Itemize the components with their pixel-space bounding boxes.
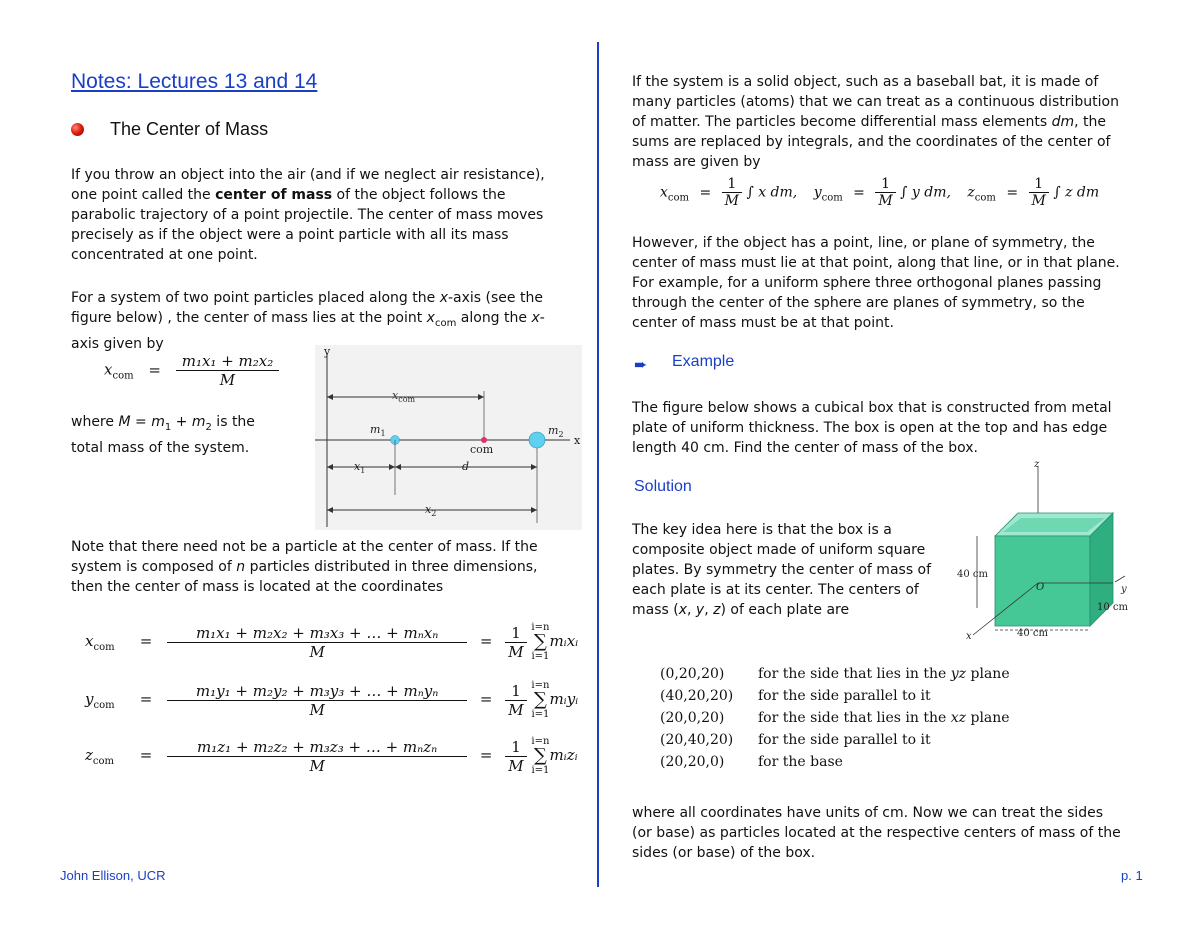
m2-label: $m_2$ xyxy=(548,424,564,439)
x-axis-label: x xyxy=(966,631,972,642)
equation-integrals: $x_{com}$ = $\frac{1}{M}$ ∫ x dm, $y_{com}$ = $\frac{1}{M}$ ∫ y dm, $z_{com}$ = $\frac{1}{M}$ ∫ z dm xyxy=(660,176,1100,209)
x1-label: $x_1$ xyxy=(354,460,366,475)
paragraph-solid-object: If the system is a solid object, such as a baseball bat, it is made of many particles (atoms) that we can treat as a continuous distribution of matter. The particles become differential mass elements dm, the sums are replaced by integrals, and the coordinates of the center of mass are given by xyxy=(632,74,1119,170)
footer-page-number: p. 1 xyxy=(1121,868,1143,883)
paragraph-total-mass: where $M = m_1 + m_2$ is the total mass of the system. xyxy=(71,414,255,456)
coord-row-5: (20,20,0) for the base xyxy=(660,754,843,770)
two-particle-figure xyxy=(310,345,582,530)
section-heading: The Center of Mass xyxy=(110,119,269,139)
com-label: com xyxy=(470,443,494,456)
coord-row-1: (0,20,20) for the side that lies in the yz plane xyxy=(660,666,1010,682)
z-axis-label: z xyxy=(1034,459,1040,470)
open-box-figure xyxy=(955,458,1130,643)
origin-label: O xyxy=(1036,582,1045,593)
solution-heading: Solution xyxy=(634,478,692,495)
equation-ycom: $y_{com}$ = $\frac{\text{m₁y₁ + m₂y₂ + m₃y₃ + … + mₙyₙ}}{M}$ = $\frac{1}{M}$ i=n ∑ i=1 mᵢyᵢ xyxy=(85,680,579,720)
example-heading: Example xyxy=(672,353,735,370)
coord-row-4: (20,40,20) for the side parallel to it xyxy=(660,732,931,748)
page-title: Notes: Lectures 13 and 14 xyxy=(71,70,318,93)
paragraph-intro: If you throw an object into the air (and if we neglect air resistance), one point called the center of mass of the object follows the parabolic trajectory of a point projectile. The center of mass moves precisely as if the object were a point particle with all its mass concentrated at one point. xyxy=(71,167,545,263)
paragraph-symmetry: However, if the object has a point, line, or plane of symmetry, the center of mass must lie at that point, along that line, or in that plane. For example, for a uniform sphere three orthogonal planes passing through the center of the sphere are planes of symmetry, so the center of mass must be at that point. xyxy=(632,235,1120,331)
width-label: 40 cm xyxy=(1017,628,1048,639)
box-front-face xyxy=(995,536,1090,626)
y-axis-label: y xyxy=(1121,584,1127,595)
particle-m2 xyxy=(529,432,545,448)
red-bullet-icon xyxy=(71,123,84,136)
paragraph-conclusion: where all coordinates have units of cm. Now we can treat the sides (or base) as particles located at the respective centers of mass of the sides (or base) of the box. xyxy=(632,805,1121,861)
coord-row-3: (20,0,20) for the side that lies in the xz plane xyxy=(660,710,1010,726)
m1-label: $m_1$ xyxy=(370,423,386,438)
xcom-label: $x_{com}$ xyxy=(392,389,416,404)
paragraph-two-particles: For a system of two point particles placed along the x-axis (see the figure below) , the center of mass lies at the point $x_{com}$ along the x- axis given by xyxy=(71,290,545,352)
coord-row-2: (40,20,20) for the side parallel to it xyxy=(660,688,931,704)
equation-two-particle-com: $x_{com}$ = $\frac{\text{m₁x₁ + m₂x₂}}{M}$ xyxy=(104,352,279,389)
paragraph-n-particles: Note that there need not be a particle at the center of mass. If the system is composed of n particles distributed in three dimensions, then the center of mass is located at the coordinates xyxy=(71,539,538,595)
depth-label: 10 cm xyxy=(1097,602,1128,613)
paragraph-example: The figure below shows a cubical box that is constructed from metal plate of uniform thickness. The box is open at the top and has edge length 40 cm. Find the center of mass of the box. xyxy=(632,400,1112,456)
footer-author: John Ellison, UCR xyxy=(60,868,166,883)
arrow-bullet-icon: ➨ xyxy=(634,355,648,374)
column-divider xyxy=(597,42,599,887)
paragraph-solution: The key idea here is that the box is a composite object made of uniform square plates. By symmetry the center of mass of each plate is at its center. The centers of mass (x, y, z) of each plate are xyxy=(632,522,932,618)
equation-zcom: $z_{com}$ = $\frac{\text{m₁z₁ + m₂z₂ + m₃z₃ + … + mₙzₙ}}{M}$ = $\frac{1}{M}$ i=n ∑ i=1 mᵢzᵢ xyxy=(85,736,578,776)
x-axis-label: x xyxy=(574,434,581,447)
x2-label: $x_2$ xyxy=(425,503,437,518)
height-label: 40 cm xyxy=(957,569,988,580)
d-label: d xyxy=(462,460,470,473)
y-axis-label: y xyxy=(324,345,331,358)
equation-xcom: $x_{com}$ = $\frac{\text{m₁x₁ + m₂x₂ + m₃x₃ + … + mₙxₙ}}{M}$ = $\frac{1}{M}$ i=n ∑ i=1 mᵢxᵢ xyxy=(85,622,579,662)
